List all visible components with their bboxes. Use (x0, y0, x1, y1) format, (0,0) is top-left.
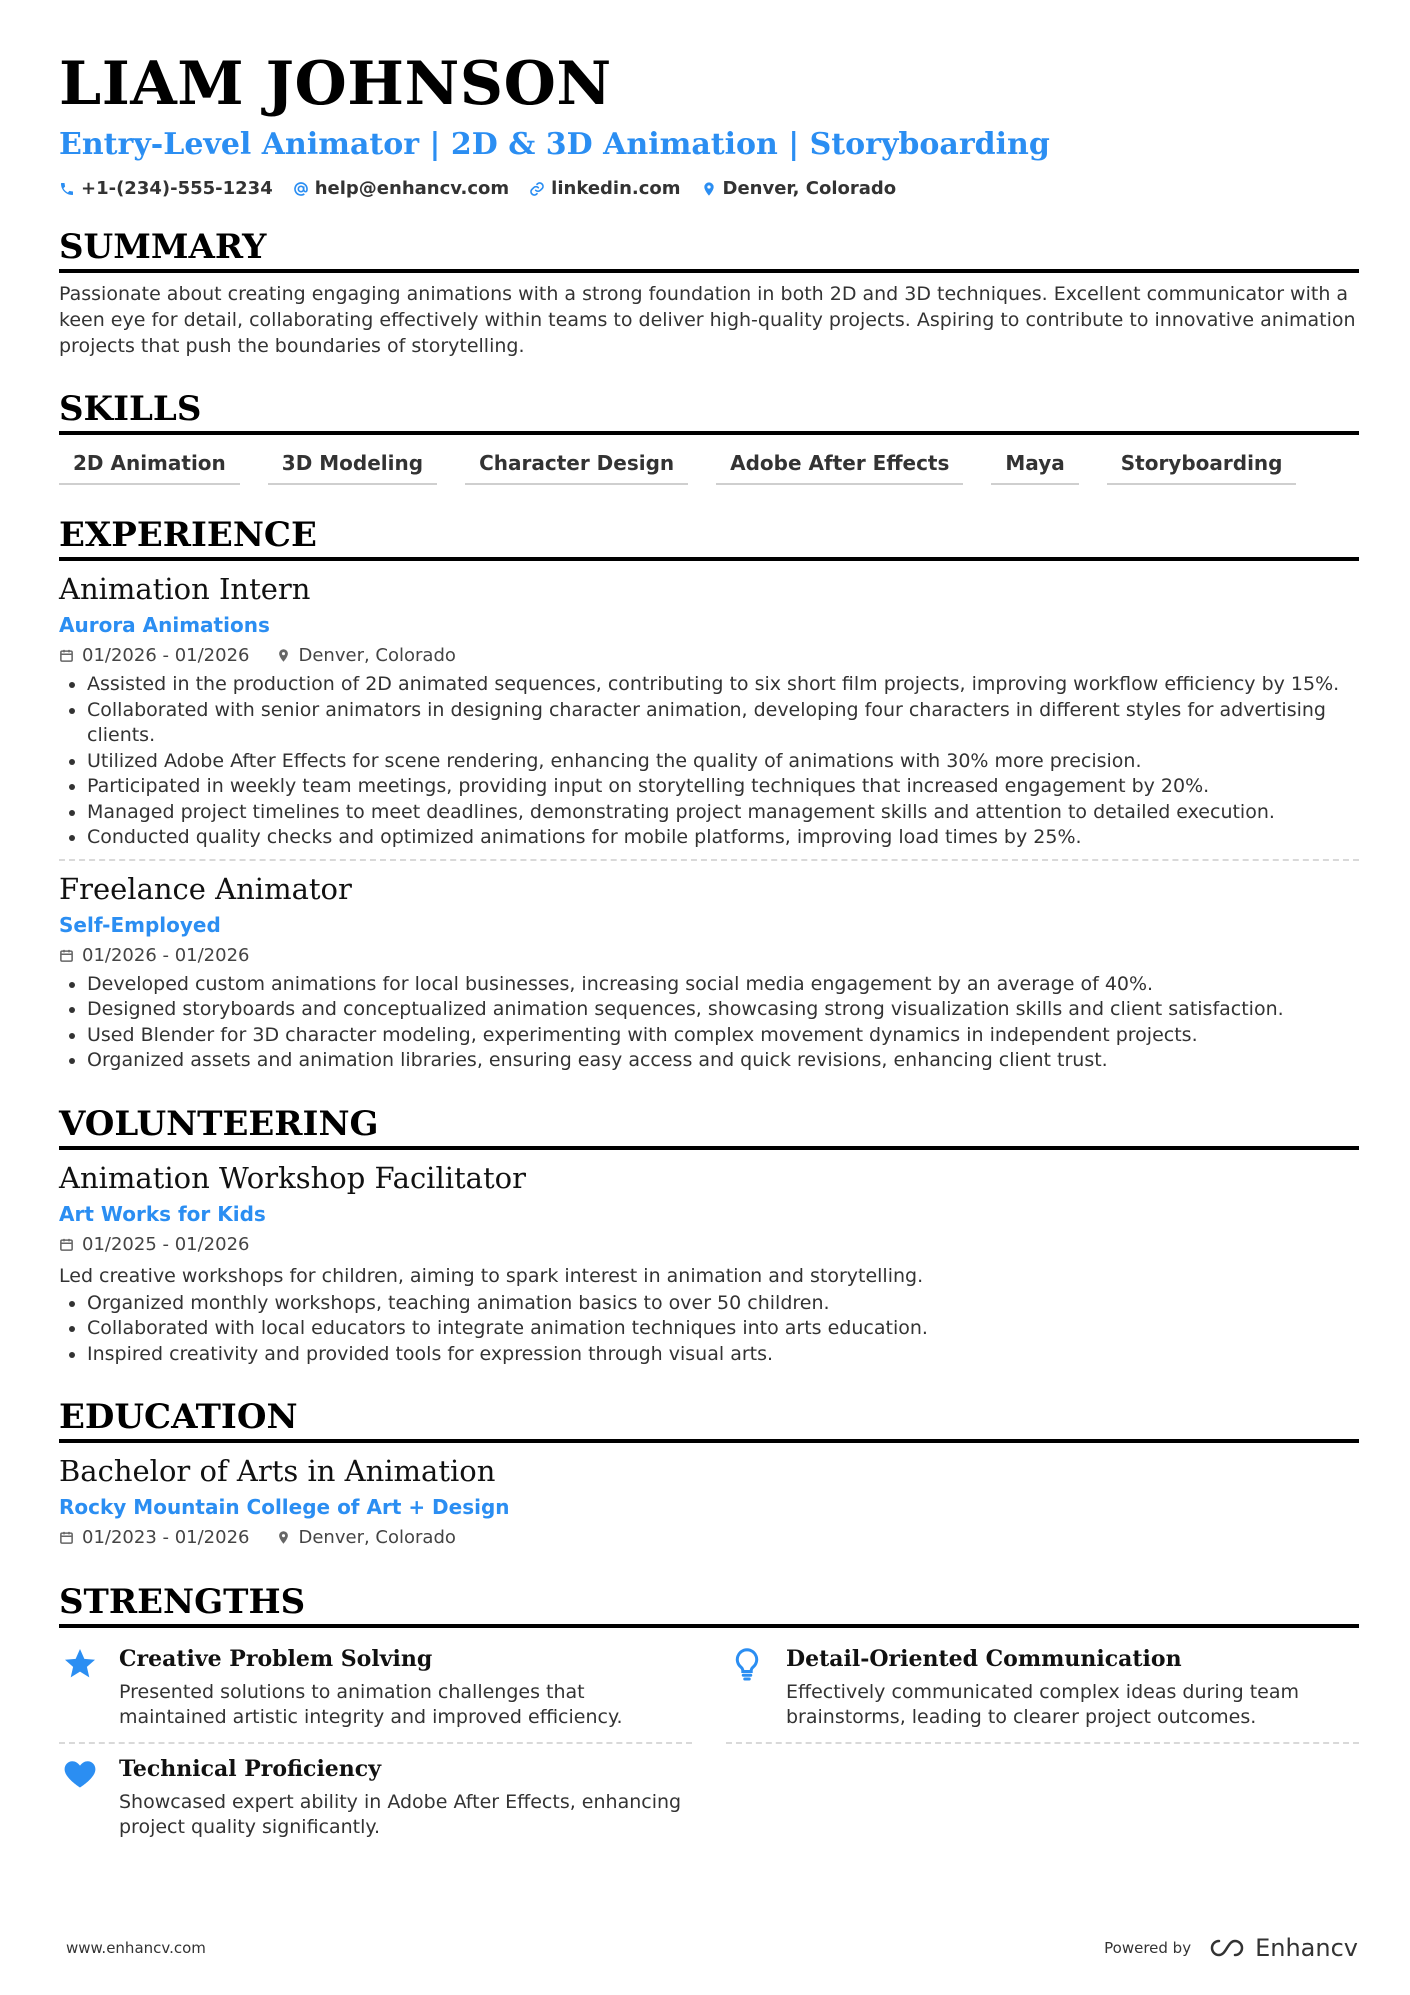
strength-title: Detail-Oriented Communication (786, 1646, 1182, 1672)
list-item: • Participated in weekly team meetings, providing input on storytelling techniques that increased engagement by 20%. (87, 774, 1359, 800)
location-text: Denver, Colorado (722, 178, 897, 199)
list-item: • Utilized Adobe After Effects for scene rendering, enhancing the quality of animations with 30% more precision. (87, 749, 1359, 775)
list-item: • Assisted in the production of 2D animated sequences, contributing to six short film projects, improving workflow efficiency by 15%. (87, 672, 1359, 698)
candidate-name: LIAM JOHNSON (59, 49, 612, 119)
strength-item (726, 1634, 1359, 1744)
heart-icon (62, 1756, 98, 1792)
degree: Bachelor of Arts in Animation (59, 1454, 496, 1488)
powered-by-label: Powered by (1104, 1939, 1192, 1957)
location-text: Denver, Colorado (298, 1527, 456, 1548)
contact-linkedin[interactable] (529, 178, 680, 199)
at-icon (293, 181, 309, 197)
contact-email[interactable] (293, 178, 509, 199)
contact-phone[interactable] (59, 178, 273, 199)
education-section (59, 1397, 1359, 1548)
list-item: • Collaborated with local educators to integrate animation techniques into arts education. (87, 1316, 1359, 1342)
star-icon (62, 1646, 98, 1682)
strengths-section (59, 1582, 1359, 1852)
brand-block (1104, 1934, 1358, 1962)
experience-entry (59, 871, 1359, 1074)
email-text: help@enhancv.com (314, 178, 510, 199)
list-item: • Organized assets and animation libraries, ensuring easy access and quick revisions, enhancing client trust. (87, 1048, 1359, 1074)
phone-icon (59, 181, 75, 197)
skill-tag: 3D Modeling (268, 451, 437, 485)
skill-tag: 2D Animation (59, 451, 240, 485)
contact-location (701, 178, 897, 199)
linkedin-text: linkedin.com (551, 178, 681, 199)
strength-icon-wrap (59, 1754, 101, 1840)
date-text: 01/2023 - 01/2026 (82, 1527, 250, 1548)
strength-icon-wrap (59, 1644, 101, 1730)
volunteer-role: Animation Workshop Facilitator (59, 1160, 526, 1195)
calendar-icon (59, 1237, 74, 1252)
school-name: Rocky Mountain College of Art + Design (59, 1495, 510, 1519)
list-item: • Collaborated with senior animators in designing character animation, developing four characters in different styles for advertising clients. (87, 698, 1359, 749)
headline: Entry-Level Animator | 2D & 3D Animation | Storyboarding (59, 127, 1050, 162)
date-range (59, 1527, 250, 1548)
experience-section (59, 515, 1359, 1074)
skill-tag: Adobe After Effects (716, 451, 963, 485)
strength-item (59, 1634, 692, 1744)
skill-tag: Maya (991, 451, 1078, 485)
date-text: 01/2026 - 01/2026 (82, 645, 250, 666)
volunteering-section (59, 1104, 1359, 1368)
company-name: Self-Employed (59, 912, 221, 937)
entry-location (276, 645, 456, 666)
section-title: SUMMARY (59, 227, 1359, 273)
strength-item (59, 1744, 692, 1852)
list-item: • Designed storyboards and conceptualized animation sequences, showcasing strong visualization skills and client satisfaction. (87, 997, 1359, 1023)
experience-entry (59, 571, 1359, 861)
achievement-list (59, 672, 1359, 851)
entry-meta (59, 945, 1359, 966)
website-link[interactable]: www.enhancv.com (66, 1939, 206, 1957)
calendar-icon (59, 1530, 74, 1545)
enhancv-logo-icon (1205, 1936, 1249, 1960)
resume-page (59, 48, 1359, 1852)
entry-meta (59, 1234, 1359, 1255)
list-item: • Developed custom animations for local businesses, increasing social media engagement by an average of 40%. (87, 972, 1359, 998)
brand-name: Enhancv (1255, 1934, 1358, 1962)
section-title: EXPERIENCE (59, 515, 1359, 561)
contact-bar (59, 178, 1359, 199)
section-title: EDUCATION (59, 1397, 1359, 1443)
achievement-list (59, 972, 1359, 1074)
phone-text: +1-(234)-555-1234 (81, 178, 273, 199)
volunteer-org: Art Works for Kids (59, 1201, 266, 1226)
section-title: STRENGTHS (59, 1582, 1359, 1628)
date-range (59, 645, 250, 666)
list-item: • Inspired creativity and provided tools for expression through visual arts. (87, 1342, 1359, 1368)
location-pin-icon (276, 1530, 291, 1545)
entry-location (276, 1527, 456, 1548)
date-text: 01/2025 - 01/2026 (82, 1233, 250, 1255)
date-range (59, 1234, 250, 1255)
lightbulb-icon (729, 1646, 765, 1682)
link-icon (529, 181, 545, 197)
enhancv-logo[interactable] (1205, 1934, 1358, 1962)
summary-text: Passionate about creating engaging animations with a strong foundation in both 2D and 3D techniques. Excellent communicator with a keen eye for detail, collaborating effectively within teams to deliver high-quality projects. Aspiring to contribute to innovative animation projects that push the boundaries of storytelling. (59, 283, 1356, 357)
skills-list (59, 451, 1359, 485)
job-title: Freelance Animator (59, 871, 352, 906)
divider (59, 859, 1359, 861)
strength-title: Technical Proficiency (119, 1756, 381, 1782)
list-item: • Organized monthly workshops, teaching animation basics to over 50 children. (87, 1291, 1359, 1317)
list-item: • Conducted quality checks and optimized animations for mobile platforms, improving load times by 25%. (87, 825, 1359, 851)
strength-title: Creative Problem Solving (119, 1646, 433, 1672)
strengths-grid (59, 1634, 1359, 1852)
calendar-icon (59, 948, 74, 963)
calendar-icon (59, 648, 74, 663)
location-pin-icon (276, 648, 291, 663)
list-item: • Used Blender for 3D character modeling, experimenting with complex movement dynamics in independent projects. (87, 1023, 1359, 1049)
date-range (59, 945, 250, 966)
achievement-list (59, 1291, 1359, 1368)
location-pin-icon (701, 181, 717, 197)
list-item: • Managed project timelines to meet deadlines, demonstrating project management skills and attention to detailed execution. (87, 800, 1359, 826)
location-text: Denver, Colorado (298, 645, 456, 666)
section-title: SKILLS (59, 389, 1359, 435)
strength-description: Presented solutions to animation challenges that maintained artistic integrity and improved efficiency. (119, 1681, 623, 1728)
volunteer-description: Led creative workshops for children, aiming to spark interest in animation and storytelling. (59, 1264, 924, 1287)
skill-tag: Storyboarding (1107, 451, 1297, 485)
entry-meta (59, 1527, 1359, 1548)
section-title: VOLUNTEERING (59, 1104, 1359, 1150)
summary-section (59, 227, 1359, 359)
date-text: 01/2026 - 01/2026 (82, 944, 250, 966)
strength-icon-wrap (726, 1644, 768, 1730)
entry-meta (59, 645, 1359, 666)
footer (66, 1934, 1358, 1962)
skills-section (59, 389, 1359, 485)
company-name: Aurora Animations (59, 613, 270, 637)
strength-description: Effectively communicated complex ideas during team brainstorms, leading to clearer project outcomes. (786, 1681, 1300, 1728)
skill-tag: Character Design (465, 451, 688, 485)
job-title: Animation Intern (59, 572, 311, 606)
strength-description: Showcased expert ability in Adobe After Effects, enhancing project quality significantly. (119, 1791, 682, 1838)
